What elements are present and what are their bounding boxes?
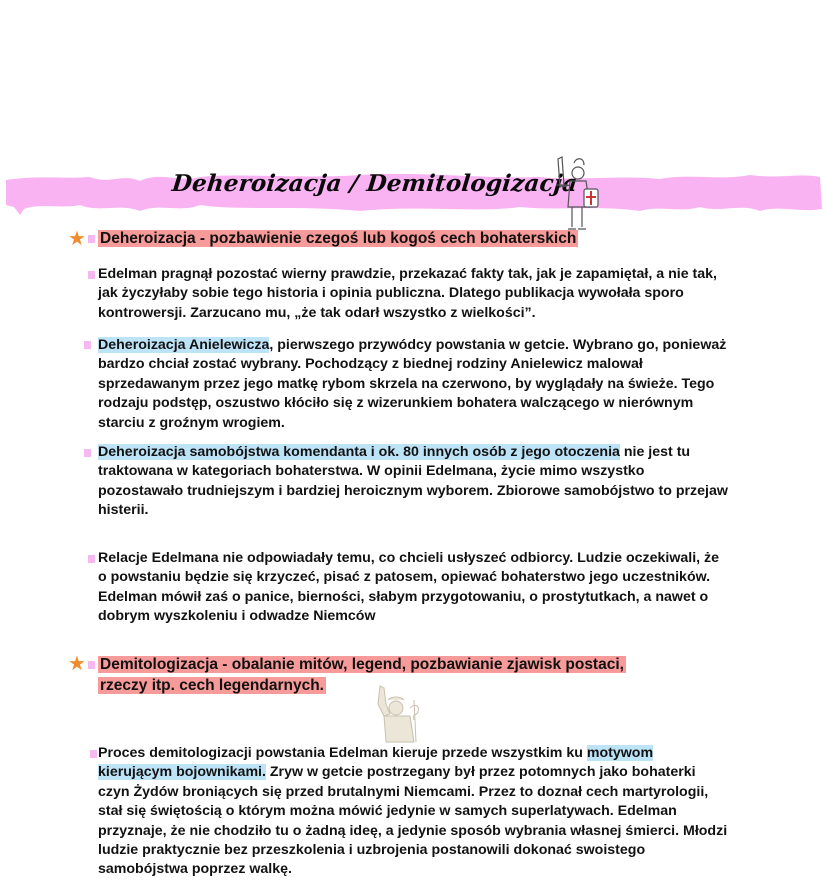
paragraph-truth: Edelman pragnął pozostać wierny prawdzie, przekazać fakty tak, jak je zapamiętał, a nie tak, jak życzyłaby sobie tego historia i opinia publiczna. Dlatego publikacja wywołała sporo kontrowersji. Zarzucano mu, „że tak odarł wszystko z wielkości”.	[98, 266, 717, 321]
blue-highlight: Deheroizacja Anielewicza	[98, 337, 270, 353]
hermes-statue-icon	[370, 684, 430, 751]
bullet-icon	[88, 661, 95, 669]
knight-icon	[548, 155, 608, 238]
bullet-icon	[88, 235, 95, 243]
heading-highlight: Demitologizacja - obalanie mitów, legend, pozbawianie zjawisk postaci,	[100, 656, 624, 673]
heading-highlight: rzeczy itp. cech legendarnych.	[100, 677, 324, 694]
section-heading-deheroizacja	[98, 228, 578, 249]
star-icon: ★	[68, 228, 86, 250]
star-icon: ★	[68, 653, 86, 675]
paragraph-suicide: Deheroizacja samobójstwa komendanta i ok. 80 innych osób z jego otoczenia nie jest tu traktowana w kategoriach bohaterstwa. W opinii Edelmana, życie mimo wszystko pozostawało trudniejszym i bardziej heroicznym wyborem. Zbiorowe samobójstwo to przejaw histerii.	[98, 444, 728, 519]
bullet-icon	[90, 750, 97, 758]
bullet-icon	[84, 449, 91, 457]
blue-highlight: motywom kierującym bojownikami.	[98, 745, 654, 781]
paragraph-relations: Relacje Edelmana nie odpowiadały temu, co chcieli usłyszeć odbiorcy. Ludzie oczekiwali, że o powstaniu będzie się krzyczeć, pisać z patosem, opiewać bohaterstwo jego uczestników. Edelman mówił zaś o panice, bierności, słabym przygotowaniu, o prostytutkach, a nawet o dobrym wyszkoleniu i odwadze Niemców	[98, 550, 720, 625]
bullet-icon	[88, 271, 95, 279]
bullet-icon	[84, 341, 91, 349]
paragraph-anielewicz: Deheroizacja Anielewicza, pierwszego przywódcy powstania w getcie. Wybrano go, ponieważ bardzo chciał zostać wybrany. Pochodzący z biednej rodziny Anielewicz malował sprzedawanym przez jego matkę rybom skrzela na czerwono, by wyglądały na świeże. Tego rodzaju podstęp, oszustwo kłóciło się z wizerunkiem bohatera walczącego w nierównym starciu z groźnym wrogiem.	[98, 337, 727, 431]
heading-highlight: Deheroizacja - pozbawienie czegoś lub kogoś cech bohaterskich	[100, 230, 577, 247]
blue-highlight: Deheroizacja samobójstwa komendanta i ok. 80 innych osób z jego otoczenia	[98, 444, 620, 460]
paragraph-demythologization: Proces demitologizacji powstania Edelman kieruje przede wszystkim ku motywom kierującym bojownikami. Zryw w getcie postrzegany był przez potomnych jako bohaterki czyn Żydów broniących się przed brutalnymi Niemcami. Przez to doznał cech martyrologii, stał się świętością o którym można mówić jedynie w samych superlatywach. Edelman przyznaje, że nie chodziło tu o żadną ideę, a jedynie sposób wybrania własnej śmierci. Młodzi ludzie praktycznie bez przeszkolenia i uzbrojenia postanowili dokonać swoistego samobójstwa poprzez walkę.	[98, 745, 728, 878]
bullet-icon	[88, 555, 95, 563]
page-title: Deheroizacja / Demitologizacja	[170, 170, 579, 197]
